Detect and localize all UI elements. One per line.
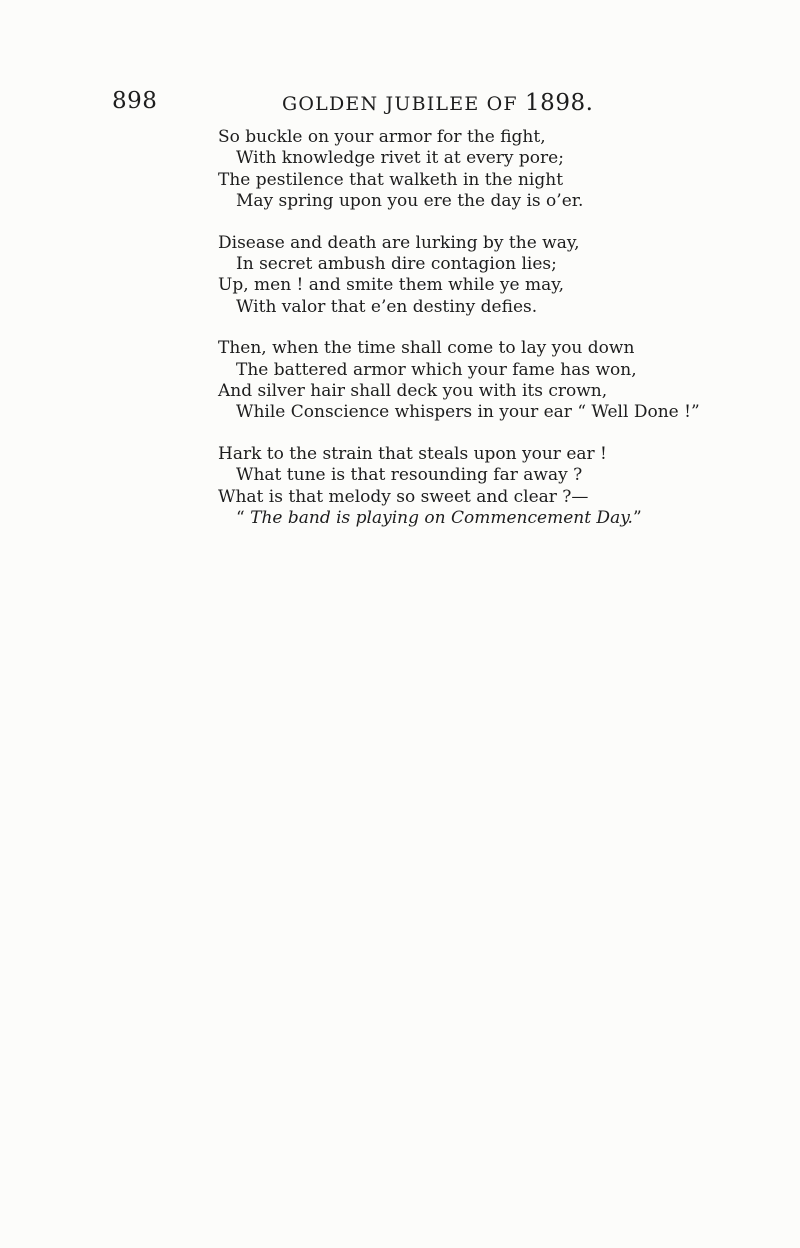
poem-line: With knowledge rivet it at every pore; bbox=[236, 148, 564, 169]
poem-line: Up, men ! and smite them while ye may, bbox=[218, 275, 565, 296]
poem-line: May spring upon you ere the day is o’er. bbox=[236, 191, 584, 212]
poem-line: In secret ambush dire contagion lies; bbox=[236, 254, 557, 275]
poem-line: The battered armor which your fame has won, bbox=[236, 359, 637, 380]
italic-line-text: The band is playing on Commencement Day. bbox=[250, 508, 633, 529]
poem-line-italic bbox=[218, 508, 778, 529]
poem bbox=[218, 127, 778, 550]
poem-line: With valor that e’en destiny defies. bbox=[236, 296, 538, 317]
poem-line: Hark to the strain that steals upon your ear ! bbox=[218, 443, 607, 464]
close-quote: ” bbox=[632, 508, 642, 529]
poem-line: Disease and death are lurking by the way, bbox=[218, 232, 580, 253]
running-head-title: GOLDEN JUBILEE OF bbox=[282, 93, 526, 115]
poem-line: What tune is that resounding far away ? bbox=[236, 465, 583, 486]
page-header bbox=[112, 88, 692, 122]
open-quote: “ bbox=[236, 508, 251, 529]
stanza-3 bbox=[218, 338, 778, 424]
stanza-1 bbox=[218, 127, 778, 213]
poem-line: And silver hair shall deck you with its crown, bbox=[218, 381, 608, 402]
running-head-year: 1898. bbox=[525, 90, 594, 116]
running-head bbox=[282, 90, 593, 116]
stanza-4 bbox=[218, 444, 778, 530]
poem-line: While Conscience whispers in your ear “ Well Done !” bbox=[236, 402, 700, 423]
stanza-2 bbox=[218, 233, 778, 319]
poem-line: The pestilence that walketh in the night bbox=[218, 169, 564, 190]
page-number: 898 bbox=[112, 88, 158, 114]
poem-line: Then, when the time shall come to lay you down bbox=[218, 338, 635, 359]
poem-line: So buckle on your armor for the fight, bbox=[218, 127, 546, 147]
poem-line: What is that melody so sweet and clear ?— bbox=[218, 486, 589, 507]
